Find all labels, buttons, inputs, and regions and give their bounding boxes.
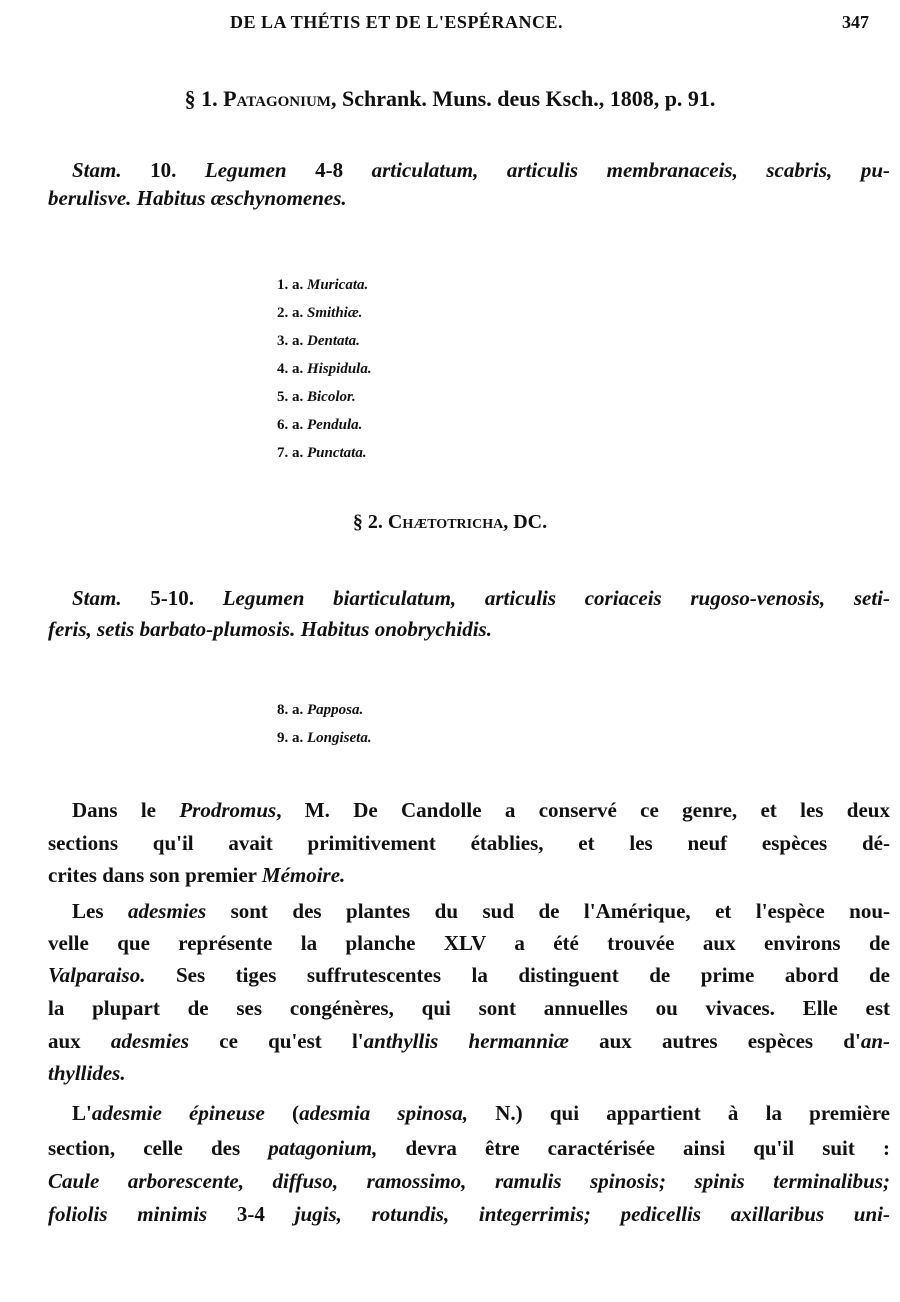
- species-name: Papposa.: [307, 702, 364, 718]
- italic-text: Legumen biarticulatum, articulis coriaceis rugoso-venosis, seti-: [222, 586, 890, 610]
- italic-text: anthyllis hermanniæ: [363, 1029, 569, 1053]
- species-num: 7.: [277, 445, 289, 461]
- section-2-prefix: § 2.: [352, 511, 383, 533]
- species-num: 9.: [277, 730, 289, 746]
- text: section, celle des: [48, 1136, 269, 1160]
- text: Les: [72, 899, 128, 923]
- italic-text: adesmia spinosa,: [299, 1101, 469, 1125]
- italic-text: articulatum, articulis membranaceis, scabris, pu-: [371, 158, 890, 182]
- species-num: 6.: [277, 417, 289, 433]
- species-a: a.: [292, 333, 304, 349]
- section-1-name: Patagonium: [223, 86, 331, 111]
- species-item: [277, 389, 356, 406]
- species-name: Dentata.: [307, 333, 360, 349]
- italic-text: an-: [860, 1029, 890, 1053]
- species-num: 2.: [277, 305, 289, 321]
- species-name: Pendula.: [307, 417, 363, 433]
- italic-text: jugis, rotundis, integerrimis; pedicellis axillaribus uni-: [294, 1202, 890, 1226]
- species-a: a.: [292, 389, 304, 405]
- species-num: 5.: [277, 389, 289, 405]
- italic-text: Mémoire.: [261, 863, 346, 887]
- text-line: [48, 831, 890, 856]
- species-name: Punctata.: [307, 445, 367, 461]
- species-item: [277, 417, 362, 434]
- species-num: 3.: [277, 333, 289, 349]
- italic-text: Stam.: [72, 586, 151, 610]
- text-line: [48, 586, 890, 611]
- species-a: a.: [292, 445, 304, 461]
- species-item: [277, 445, 367, 462]
- species-item: [277, 730, 372, 747]
- text: Dans le: [72, 798, 180, 822]
- text-line: [48, 931, 890, 956]
- species-item: [277, 702, 363, 719]
- italic-text: adesmies: [110, 1029, 190, 1053]
- text: , M. De Candolle a conservé ce genre, et les deux: [276, 798, 890, 822]
- species-a: a.: [292, 730, 304, 746]
- italic-text: Caule arborescente, diffuso, ramossimo, ramulis spinosis; spinis terminalibus;: [48, 1169, 890, 1193]
- text: sont des plantes du sud de l'Amérique, et l'espèce nou-: [206, 899, 891, 923]
- text-line: [48, 863, 890, 888]
- text: Ses tiges suffrutescentes la distinguent de prime abord de: [145, 963, 890, 987]
- italic-text: Valparaiso.: [48, 963, 146, 987]
- section-1-heading: [0, 86, 900, 112]
- text: velle que représente la planche XLV a été trouvée aux environs de: [48, 931, 890, 955]
- italic-text: foliolis minimis: [48, 1202, 237, 1226]
- text-line: [48, 186, 890, 211]
- text-line: [48, 798, 890, 823]
- species-item: [277, 277, 368, 294]
- text: crites dans son premier: [48, 863, 262, 887]
- text-line: [48, 963, 890, 988]
- species-a: a.: [292, 702, 304, 718]
- page-number: 347: [842, 12, 869, 32]
- species-item: [277, 305, 362, 322]
- species-name: Longiseta.: [307, 730, 372, 746]
- section-2-heading: [0, 511, 900, 534]
- text: aux autres espèces d': [568, 1029, 861, 1053]
- italic-text: patagonium,: [268, 1136, 378, 1160]
- text-line: [48, 996, 890, 1021]
- section-2-name: Chætotricha: [387, 511, 504, 533]
- text-line: [48, 1136, 890, 1161]
- text-line: [48, 617, 890, 642]
- species-name: Muricata.: [307, 277, 369, 293]
- species-a: a.: [292, 305, 304, 321]
- species-num: 1.: [277, 277, 289, 293]
- text-line: [48, 1101, 890, 1126]
- text-line: [48, 1169, 890, 1194]
- text: 3-4: [236, 1202, 295, 1226]
- text: 10.: [150, 158, 205, 182]
- italic-text: Legumen: [204, 158, 316, 182]
- italic-text: thyllides.: [48, 1061, 126, 1085]
- running-head: DE LA THÉTIS ET DE L'ESPÉRANCE.: [230, 12, 563, 32]
- species-a: a.: [292, 361, 304, 377]
- species-name: Hispidula.: [307, 361, 372, 377]
- section-1-citation: , Schrank. Muns. deus Ksch., 1808, p. 91.: [330, 86, 716, 111]
- species-item: [277, 333, 360, 350]
- text-line: [48, 1061, 890, 1086]
- italic-text: adesmies: [127, 899, 207, 923]
- species-name: Bicolor.: [307, 389, 356, 405]
- text: la plupart de ses congénères, qui sont annuelles ou vivaces. Elle est: [48, 996, 890, 1020]
- text: N.) qui appartient à la première: [468, 1101, 890, 1125]
- text-line: [48, 1029, 890, 1054]
- species-item: [277, 361, 372, 378]
- text: 5-10.: [150, 586, 223, 610]
- italic-text: berulisve. Habitus æschynomenes.: [48, 186, 347, 210]
- italic-text: Stam.: [72, 158, 151, 182]
- text: devra être caractérisée ainsi qu'il suit :: [377, 1136, 890, 1160]
- italic-text: adesmie épineuse: [91, 1101, 265, 1125]
- text: 4-8: [315, 158, 372, 182]
- text: aux: [48, 1029, 111, 1053]
- text: ce qu'est l': [189, 1029, 364, 1053]
- species-num: 4.: [277, 361, 289, 377]
- text: (: [264, 1101, 300, 1125]
- italic-text: Prodromus: [179, 798, 277, 822]
- species-a: a.: [292, 277, 304, 293]
- text: sections qu'il avait primitivement établies, et les neuf espèces dé-: [48, 831, 890, 855]
- text-line: [48, 899, 890, 924]
- text-line: [48, 158, 890, 183]
- section-1-prefix: § 1.: [184, 86, 218, 111]
- text: L': [72, 1101, 92, 1125]
- italic-text: feris, setis barbato-plumosis. Habitus onobrychidis.: [48, 617, 492, 641]
- species-name: Smithiæ.: [307, 305, 363, 321]
- species-num: 8.: [277, 702, 289, 718]
- text-line: [48, 1202, 890, 1227]
- species-a: a.: [292, 417, 304, 433]
- section-2-citation: , DC.: [503, 511, 548, 533]
